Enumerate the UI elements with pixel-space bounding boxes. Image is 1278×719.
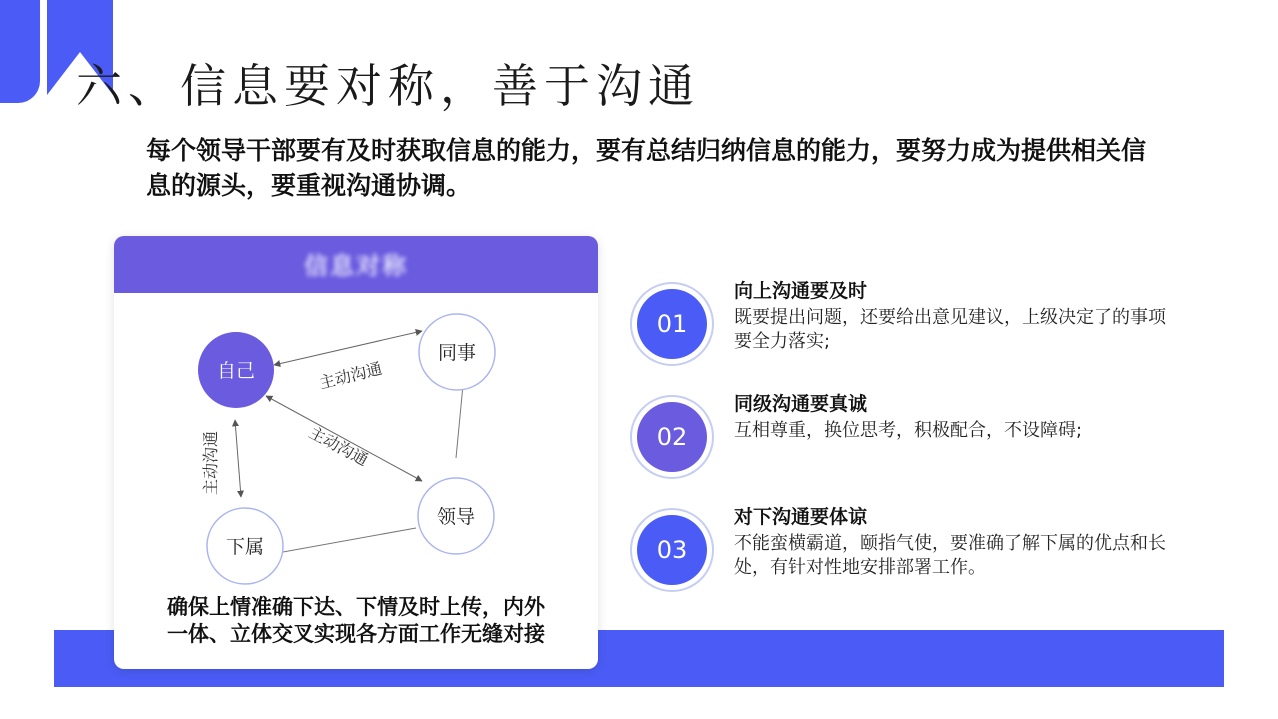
number-badge-inner: 02 — [637, 402, 707, 472]
info-symmetry-card — [114, 236, 598, 669]
edge-self-colleague — [274, 331, 422, 365]
node-self-label: 自己 — [216, 360, 256, 382]
card-caption-line-2: 一体、立体交叉实现各方面工作无缝对接 — [167, 622, 545, 646]
card-caption — [114, 594, 598, 648]
edge-label-self-leader: 主动沟通 — [305, 422, 372, 470]
communication-diagram — [114, 293, 598, 593]
item-title: 对下沟通要体谅 — [734, 506, 868, 528]
item-description: 不能蛮横霸道，颐指气使，要准确了解下属的优点和长处，有针对性地安排部署工作。 — [734, 533, 1166, 578]
node-subordinate-label: 下属 — [225, 536, 265, 558]
corner-decoration-left — [0, 0, 40, 103]
item-title: 同级沟通要真诚 — [734, 393, 868, 415]
number-badge — [630, 508, 714, 592]
list-item-upward — [630, 282, 1190, 372]
item-description: 互相尊重，换位思考，积极配合，不设障碍; — [734, 420, 1083, 441]
list-item-downward — [630, 508, 1190, 598]
item-title: 向上沟通要及时 — [734, 280, 868, 302]
edge-colleague-leader — [456, 385, 463, 458]
number-badge-inner: 01 — [637, 289, 707, 359]
number-badge — [630, 395, 714, 479]
card-header — [114, 236, 598, 293]
number-badge — [630, 282, 714, 366]
edge-leader-subordinate — [283, 528, 416, 552]
card-caption-line-1: 确保上情准确下达、下情及时上传，内外 — [167, 595, 545, 619]
node-leader-label: 领导 — [436, 506, 476, 528]
card-header-label: 信息对称 — [304, 252, 408, 280]
edge-self-subordinate — [235, 420, 241, 497]
intro-paragraph: 每个领导干部要有及时获取信息的能力，要有总结归纳信息的能力，要努力成为提供相关信息的源头，要重视沟通协调。 — [146, 136, 1147, 200]
node-colleague-label: 同事 — [437, 342, 477, 364]
edge-label-self-colleague: 主动沟通 — [317, 358, 385, 393]
slide-title: 六、信息要对称，善于沟通 — [76, 59, 700, 113]
item-description: 既要提出问题，还要给出意见建议，上级决定了的事项要全力落实; — [734, 307, 1166, 352]
edge-label-self-subordinate: 主动沟通 — [201, 430, 220, 496]
list-item-peer — [630, 395, 1190, 485]
number-badge-inner: 03 — [637, 515, 707, 585]
